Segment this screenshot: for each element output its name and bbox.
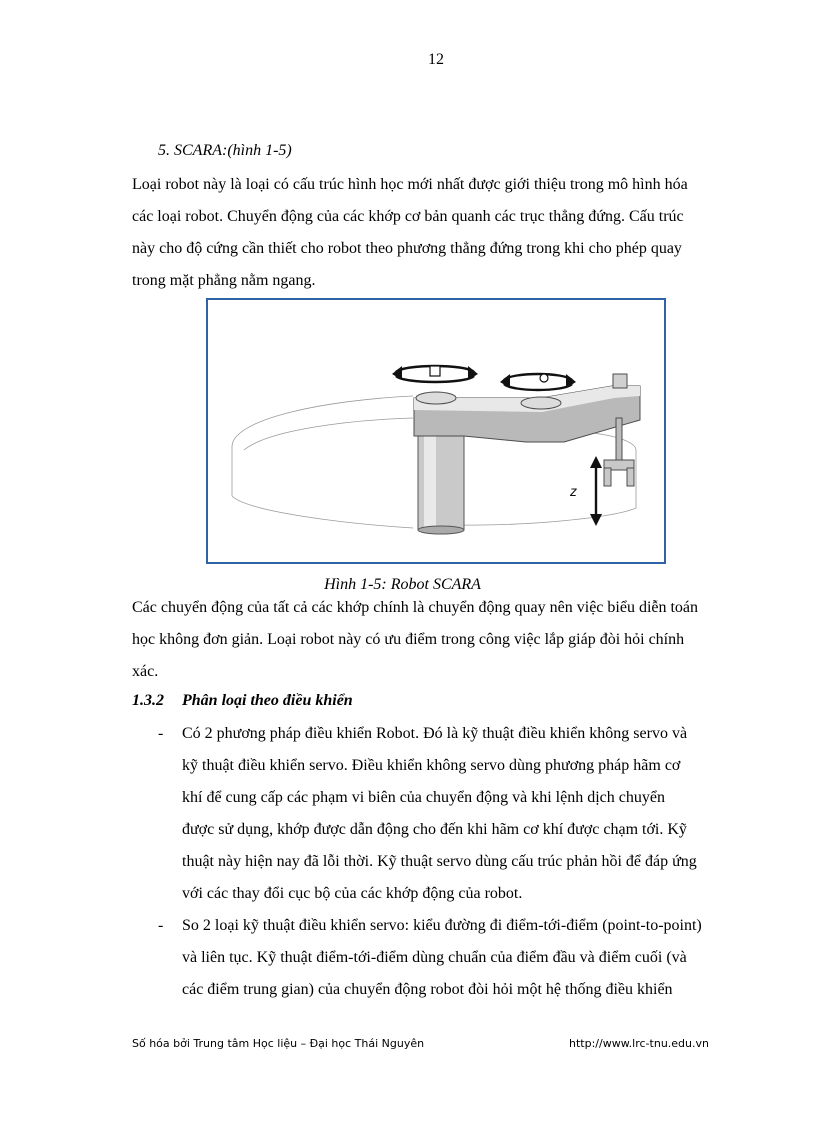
bullet-line: các điểm trung gian) của chuyển động robot đòi hỏi một hệ thống điều khiển	[182, 981, 673, 998]
bullet-line: khí để cung cấp các phạm vi biên của chuyển động và khi lệnh dịch chuyển	[182, 789, 665, 806]
joint-marker-icon	[540, 374, 548, 382]
footer-url[interactable]: http://www.lrc-tnu.edu.vn	[569, 1037, 709, 1050]
scara-figure	[206, 298, 666, 564]
footer-left: Số hóa bởi Trung tâm Học liệu – Đại học Thái Nguyên	[132, 1037, 425, 1050]
figure-caption: Hình 1-5: Robot SCARA	[324, 576, 481, 593]
heading-number: 1.3.2	[132, 692, 164, 709]
gripper-icon	[604, 460, 634, 486]
section-heading	[132, 692, 353, 710]
bullet-dash: -	[158, 725, 164, 742]
paragraph-line: này cho độ cứng cần thiết cho robot theo phương thẳng đứng trong khi cho phép quay	[132, 240, 682, 257]
bullet-line: So 2 loại kỹ thuật điều khiển servo: kiểu đường đi điểm-tới-điểm (point-to-point)	[182, 917, 702, 934]
page-number: 12	[428, 51, 444, 68]
bullet-line: và liên tục. Kỹ thuật điểm-tới-điểm dùng chuẩn của điểm đầu và điểm cuối (và	[182, 949, 687, 966]
paragraph-line: các loại robot. Chuyển động của các khớp cơ bản quanh các trục thẳng đứng. Cấu trúc	[132, 208, 684, 225]
z-axis-label: z	[570, 483, 577, 499]
joint-marker-icon	[430, 366, 440, 376]
section-title: 5. SCARA:(hình 1-5)	[158, 142, 292, 159]
paragraph-line: Loại robot này là loại có cấu trúc hình học mới nhất được giới thiệu trong mô hình hóa	[132, 176, 688, 193]
paragraph-line: xác.	[132, 663, 159, 680]
scara-robot-illustration	[208, 300, 664, 562]
bullet-line: Có 2 phương pháp điều khiển Robot. Đó là kỹ thuật điều khiển không servo và	[182, 725, 688, 742]
heading-title: Phân loại theo điều khiển	[182, 692, 353, 709]
paragraph-line: trong mặt phẳng nằm ngang.	[132, 272, 316, 289]
bullet-line: kỹ thuật điều khiển servo. Điều khiển không servo dùng phương pháp hãm cơ	[182, 757, 681, 774]
paragraph-line: học không đơn giản. Loại robot này có ưu điểm trong công việc lắp giáp đòi hỏi chính	[132, 631, 685, 648]
z-axis-arrow-icon	[590, 456, 602, 526]
bullet-line: với các thay đổi cục bộ của các khớp động của robot.	[182, 885, 523, 902]
bullet-line: được sử dụng, khớp được dẫn động cho đến khi hãm cơ khí được chạm tới. Kỹ	[182, 821, 687, 838]
bullet-line: thuật này hiện nay đã lỗi thời. Kỹ thuật servo dùng cấu trúc phản hồi để đáp ứng	[182, 853, 697, 870]
paragraph-line: Các chuyển động của tất cả các khớp chính là chuyển động quay nên việc biểu diễn toán	[132, 599, 699, 616]
bullet-dash: -	[158, 917, 164, 934]
